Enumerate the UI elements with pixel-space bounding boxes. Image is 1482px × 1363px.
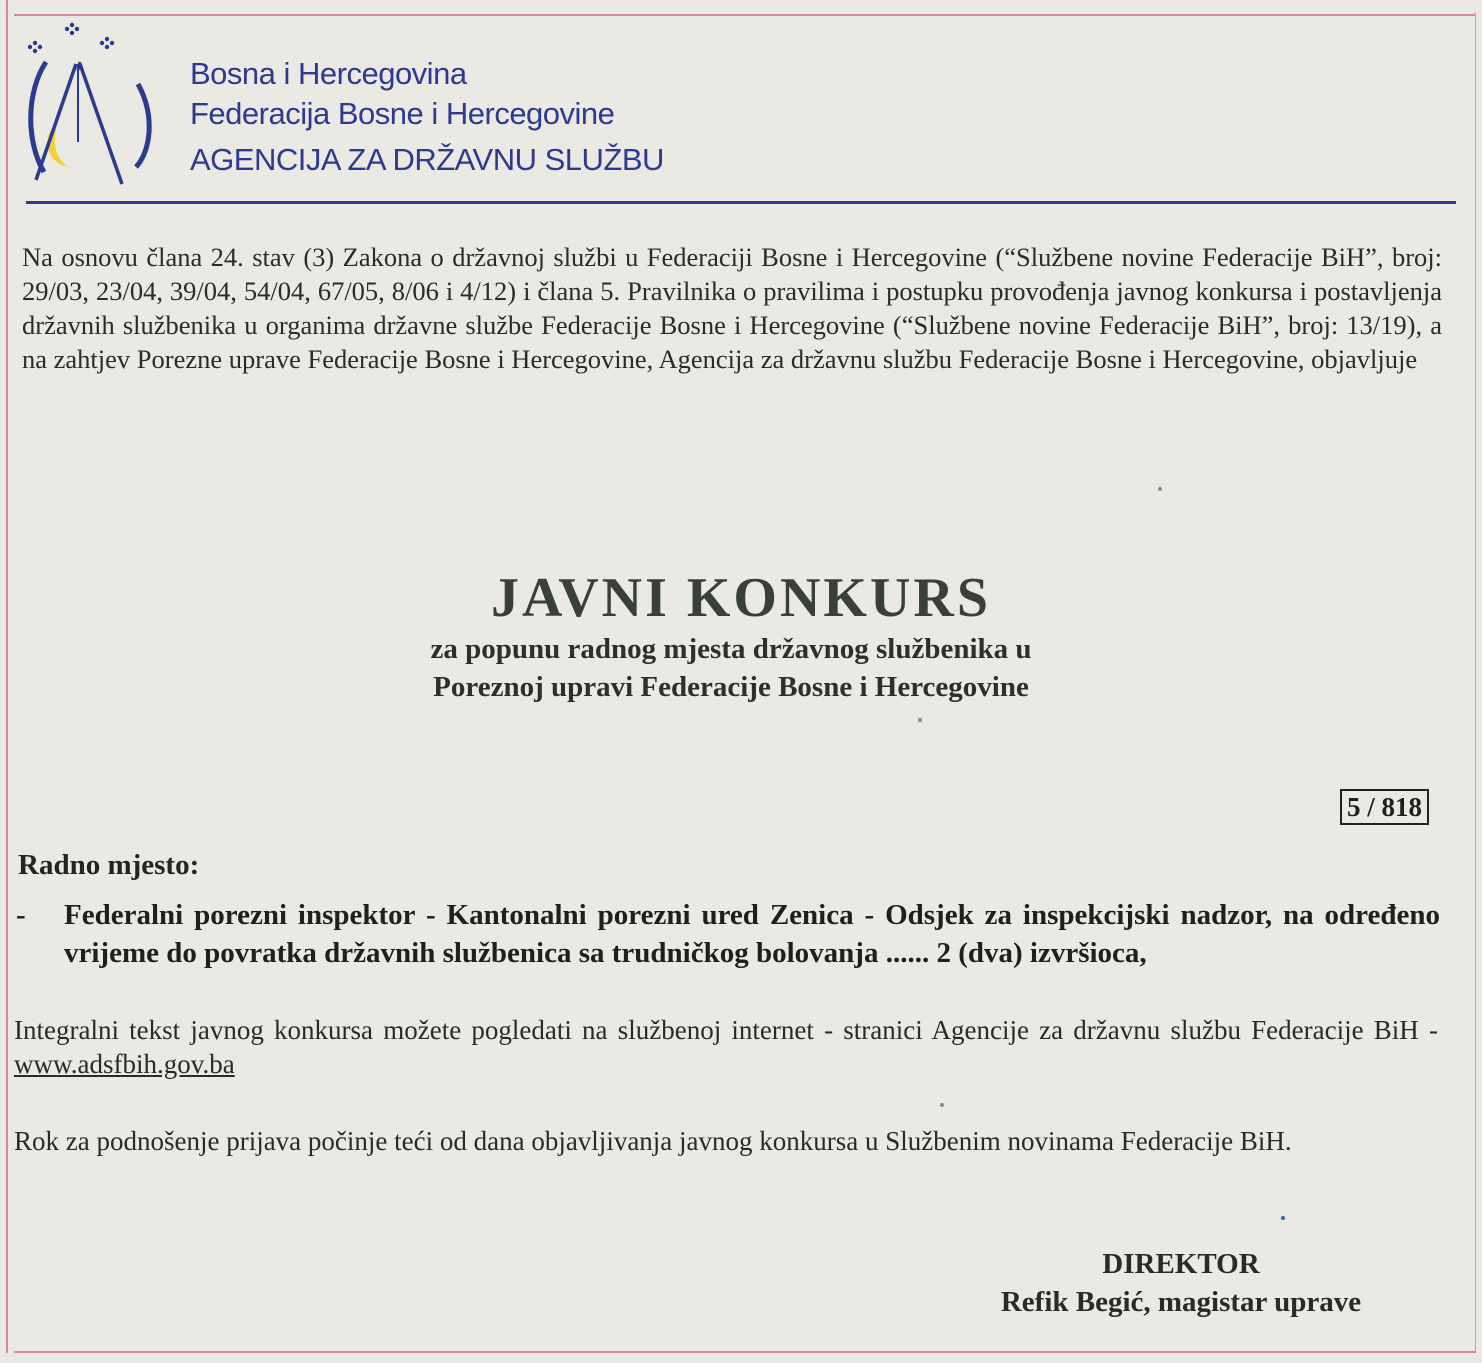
frame-top-border <box>14 14 1476 16</box>
deadline-paragraph: Rok za podnošenje prijava počinje teći od dana objavljivanja javnog konkursa u Službenim novinama Federacije BiH. <box>14 1126 1292 1156</box>
document-title: JAVNI KONKURS <box>490 567 992 629</box>
position-label: Radno mjesto: <box>18 849 200 881</box>
integral-text-paragraph <box>14 1013 1438 1081</box>
intro-paragraph: Na osnovu člana 24. stav (3) Zakona o državnoj službi u Federaciji Bosne i Hercegovine (“Službene novine Federacije BiH”, broj: 29/03, 23/04, 39/04, 54/04, 67/05, 8/06 i 4/12) i člana 5. Pravilnika o pravilima i postupku provođenja javnog konkursa i postavljenja državnih službenika u organima državne službe Federacije Bosne i Hercegovine (“Službene novine Federacije BiH”, broj: 13/19), a na zahtjev Porezne uprave Federacije Bosne i Hercegovine, Agencija za državnu službu Federacije Bosne i Hercegovine, objavljuje <box>22 242 1442 374</box>
subtitle-line-1: za popunu radnog mjesta državnog službenika u <box>430 633 1032 665</box>
position-description: Federalni porezni inspektor - Kantonalni porezni ured Zenica - Odsjek za inspekcijski nadzor, na određeno vrijeme do povratka državnih službenica sa trudničkog bolovanja ...... 2 (dva) izvršioca, <box>64 899 1440 969</box>
header-agency-name: AGENCIJA ZA DRŽAVNU SLUŽBU <box>190 142 664 177</box>
list-dash: - <box>16 899 26 931</box>
frame-bottom-border <box>14 1351 1476 1353</box>
frame-right-border <box>1475 12 1476 1353</box>
signature-role: DIREKTOR <box>1102 1248 1260 1280</box>
signature-name: Refik Begić, magistar uprave <box>1000 1286 1362 1318</box>
signature-block <box>966 1245 1396 1321</box>
header-federation: Federacija Bosne i Hercegovine <box>190 96 615 131</box>
agency-logo-icon <box>18 22 168 192</box>
integral-text: Integralni tekst javnog konkursa možete pogledati na službenoj internet - stranici Agencije za državnu službu Federacije BiH - <box>14 1015 1438 1045</box>
paper-speck <box>1281 1216 1285 1220</box>
header-divider <box>26 201 1456 204</box>
position-list-item <box>16 896 1440 972</box>
document-subtitle <box>0 630 1462 706</box>
paper-speck <box>918 718 922 722</box>
subtitle-line-2: Poreznoj upravi Federacije Bosne i Hercegovine <box>433 671 1029 703</box>
agency-website-link[interactable]: www.adsfbih.gov.ba <box>14 1049 235 1079</box>
paper-speck <box>1158 487 1162 491</box>
header-country: Bosna i Hercegovina <box>190 56 467 91</box>
header-agency-block <box>190 54 664 184</box>
paper-speck <box>940 1103 944 1107</box>
reference-code-badge: 5 / 818 <box>1340 789 1429 825</box>
